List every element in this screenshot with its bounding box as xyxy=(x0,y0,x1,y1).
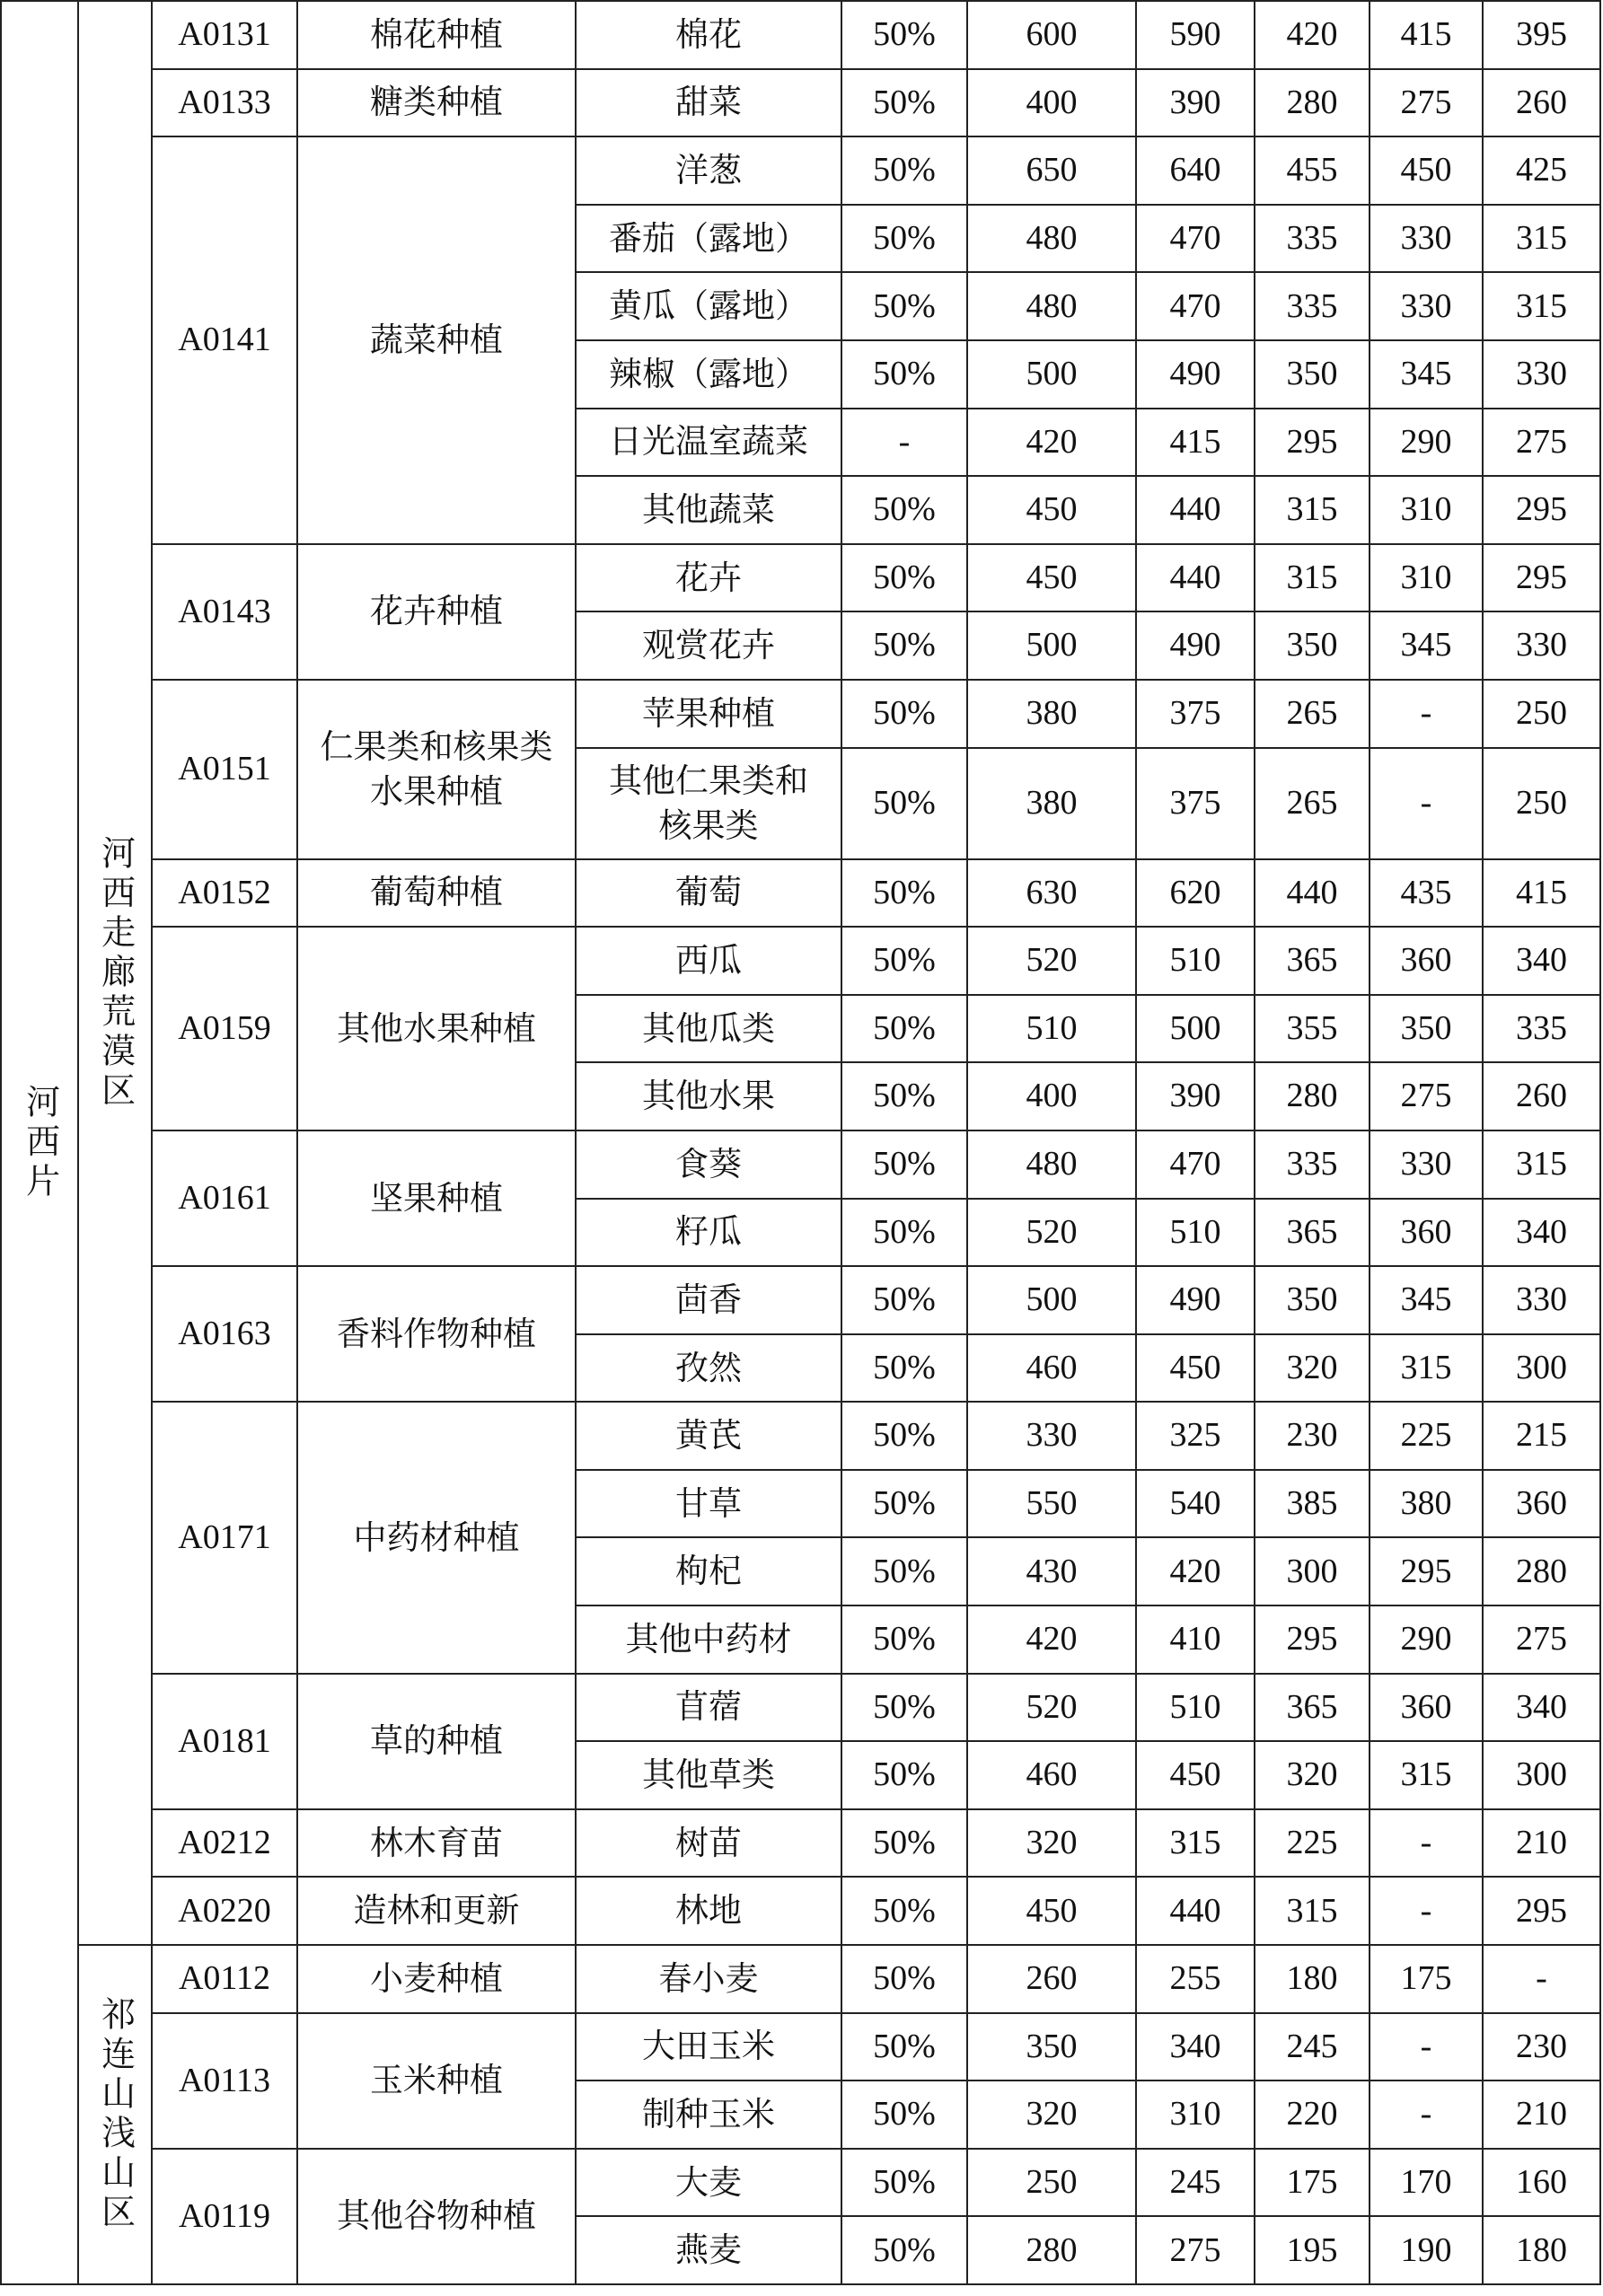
value-cell: 500 xyxy=(967,1266,1136,1334)
value-cell: 335 xyxy=(1255,1130,1370,1199)
crop-cell: 其他中药材 xyxy=(576,1605,841,1674)
crop-cell: 籽瓜 xyxy=(576,1199,841,1267)
value-cell: 470 xyxy=(1136,272,1255,340)
crop-cell: 黄瓜（露地） xyxy=(576,272,841,340)
value-cell: 170 xyxy=(1370,2149,1483,2217)
ratio-cell: 50% xyxy=(841,1402,967,1470)
value-cell: 415 xyxy=(1483,859,1600,928)
value-cell: 295 xyxy=(1370,1537,1483,1605)
value-cell: 315 xyxy=(1255,476,1370,544)
crop-cell: 番茄（露地） xyxy=(576,205,841,273)
value-cell: 480 xyxy=(967,205,1136,273)
industry-category-cell: 造林和更新 xyxy=(297,1877,576,1945)
value-cell: - xyxy=(1370,1877,1483,1945)
value-cell: 280 xyxy=(1255,1062,1370,1130)
value-cell: 455 xyxy=(1255,136,1370,205)
value-cell: 415 xyxy=(1136,409,1255,477)
ratio-cell: 50% xyxy=(841,1266,967,1334)
value-cell: 250 xyxy=(1483,680,1600,748)
ratio-cell: 50% xyxy=(841,2149,967,2217)
value-cell: 315 xyxy=(1136,1809,1255,1878)
ratio-cell: - xyxy=(841,409,967,477)
ratio-cell: 50% xyxy=(841,2013,967,2081)
value-cell: 275 xyxy=(1483,409,1600,477)
value-cell: 250 xyxy=(967,2149,1136,2217)
subregion-cell: 祁连山浅山区 xyxy=(78,1945,152,2284)
ratio-cell: 50% xyxy=(841,544,967,612)
value-cell: 340 xyxy=(1136,2013,1255,2081)
ratio-cell: 50% xyxy=(841,205,967,273)
value-cell: 480 xyxy=(967,272,1136,340)
value-cell: 265 xyxy=(1255,748,1370,859)
value-cell: 400 xyxy=(967,1062,1136,1130)
value-cell: 350 xyxy=(1255,340,1370,409)
value-cell: 590 xyxy=(1136,1,1255,69)
value-cell: 440 xyxy=(1136,1877,1255,1945)
value-cell: 365 xyxy=(1255,1674,1370,1742)
value-cell: 490 xyxy=(1136,611,1255,680)
value-cell: 540 xyxy=(1136,1470,1255,1538)
value-cell: 355 xyxy=(1255,995,1370,1063)
value-cell: 310 xyxy=(1370,544,1483,612)
ratio-cell: 50% xyxy=(841,1945,967,2013)
value-cell: 470 xyxy=(1136,205,1255,273)
industry-code-cell: A0161 xyxy=(152,1130,297,1266)
value-cell: 300 xyxy=(1483,1334,1600,1403)
value-cell: 330 xyxy=(1483,611,1600,680)
industry-category-cell: 葡萄种植 xyxy=(297,859,576,928)
value-cell: 195 xyxy=(1255,2216,1370,2284)
value-cell: 275 xyxy=(1370,69,1483,137)
crop-cell: 春小麦 xyxy=(576,1945,841,2013)
value-cell: 420 xyxy=(1255,1,1370,69)
region-cell: 河西片 xyxy=(1,1,78,2284)
value-cell: 380 xyxy=(1370,1470,1483,1538)
table-body xyxy=(1,1,1600,2284)
crop-cell: 苹果种植 xyxy=(576,680,841,748)
value-cell: 180 xyxy=(1255,1945,1370,2013)
value-cell: 295 xyxy=(1483,1877,1600,1945)
value-cell: 480 xyxy=(967,1130,1136,1199)
value-cell: 175 xyxy=(1370,1945,1483,2013)
crop-cell: 棉花 xyxy=(576,1,841,69)
value-cell: 500 xyxy=(967,340,1136,409)
crop-cell: 其他草类 xyxy=(576,1741,841,1809)
crop-cell: 苜蓿 xyxy=(576,1674,841,1742)
table-row xyxy=(1,1130,1600,1199)
value-cell: 345 xyxy=(1370,340,1483,409)
value-cell: 620 xyxy=(1136,859,1255,928)
crop-cell: 茴香 xyxy=(576,1266,841,1334)
value-cell: 315 xyxy=(1483,205,1600,273)
value-cell: 410 xyxy=(1136,1605,1255,1674)
value-cell: 650 xyxy=(967,136,1136,205)
ratio-cell: 50% xyxy=(841,927,967,995)
value-cell: 210 xyxy=(1483,1809,1600,1878)
industry-category-cell: 玉米种植 xyxy=(297,2013,576,2149)
crop-cell: 其他蔬菜 xyxy=(576,476,841,544)
value-cell: 260 xyxy=(1483,1062,1600,1130)
subregion-cell: 河西走廊荒漠区 xyxy=(78,1,152,1945)
value-cell: 520 xyxy=(967,1674,1136,1742)
value-cell: 245 xyxy=(1136,2149,1255,2217)
industry-code-cell: A0131 xyxy=(152,1,297,69)
value-cell: 450 xyxy=(1136,1334,1255,1403)
value-cell: 380 xyxy=(967,748,1136,859)
value-cell: - xyxy=(1370,680,1483,748)
table-row xyxy=(1,136,1600,205)
value-cell: 460 xyxy=(967,1741,1136,1809)
table-row xyxy=(1,69,1600,137)
industry-code-cell: A0112 xyxy=(152,1945,297,2013)
value-cell: 360 xyxy=(1483,1470,1600,1538)
ratio-cell: 50% xyxy=(841,1130,967,1199)
industry-category-cell: 草的种植 xyxy=(297,1674,576,1809)
value-cell: 290 xyxy=(1370,409,1483,477)
value-cell: - xyxy=(1370,1809,1483,1878)
value-cell: 350 xyxy=(1255,1266,1370,1334)
value-cell: 295 xyxy=(1255,409,1370,477)
value-cell: 450 xyxy=(967,1877,1136,1945)
value-cell: 320 xyxy=(967,2080,1136,2149)
crop-cell: 其他瓜类 xyxy=(576,995,841,1063)
ratio-cell: 50% xyxy=(841,136,967,205)
value-cell: 160 xyxy=(1483,2149,1600,2217)
value-cell: 210 xyxy=(1483,2080,1600,2149)
value-cell: 350 xyxy=(967,2013,1136,2081)
value-cell: - xyxy=(1370,2013,1483,2081)
industry-category-cell: 其他谷物种植 xyxy=(297,2149,576,2284)
value-cell: 600 xyxy=(967,1,1136,69)
industry-code-cell: A0141 xyxy=(152,136,297,544)
ratio-cell: 50% xyxy=(841,1605,967,1674)
value-cell: 500 xyxy=(967,611,1136,680)
value-cell: 435 xyxy=(1370,859,1483,928)
crop-cell: 日光温室蔬菜 xyxy=(576,409,841,477)
value-cell: 275 xyxy=(1370,1062,1483,1130)
value-cell: 375 xyxy=(1136,748,1255,859)
value-cell: 440 xyxy=(1255,859,1370,928)
ratio-cell: 50% xyxy=(841,1199,967,1267)
value-cell: 360 xyxy=(1370,1199,1483,1267)
ratio-cell: 50% xyxy=(841,1537,967,1605)
industry-category-cell: 坚果种植 xyxy=(297,1130,576,1266)
industry-code-cell: A0113 xyxy=(152,2013,297,2149)
value-cell: 280 xyxy=(967,2216,1136,2284)
value-cell: 450 xyxy=(967,544,1136,612)
value-cell: 315 xyxy=(1483,1130,1600,1199)
crop-cell: 制种玉米 xyxy=(576,2080,841,2149)
value-cell: 350 xyxy=(1370,995,1483,1063)
value-cell: 280 xyxy=(1255,69,1370,137)
industry-category-cell: 仁果类和核果类水果种植 xyxy=(297,680,576,859)
value-cell: 175 xyxy=(1255,2149,1370,2217)
ratio-cell: 50% xyxy=(841,1062,967,1130)
table-row xyxy=(1,1945,1600,2013)
crop-cell: 辣椒（露地） xyxy=(576,340,841,409)
value-cell: 315 xyxy=(1255,1877,1370,1945)
ratio-cell: 50% xyxy=(841,859,967,928)
value-cell: 450 xyxy=(967,476,1136,544)
value-cell: 330 xyxy=(967,1402,1136,1470)
ratio-cell: 50% xyxy=(841,1470,967,1538)
value-cell: 280 xyxy=(1483,1537,1600,1605)
ratio-cell: 50% xyxy=(841,1674,967,1742)
table-row xyxy=(1,1809,1600,1878)
value-cell: 550 xyxy=(967,1470,1136,1538)
crop-cell: 甘草 xyxy=(576,1470,841,1538)
value-cell: 640 xyxy=(1136,136,1255,205)
table-row xyxy=(1,927,1600,995)
ratio-cell: 50% xyxy=(841,995,967,1063)
value-cell: 220 xyxy=(1255,2080,1370,2149)
ratio-cell: 50% xyxy=(841,2216,967,2284)
industry-code-cell: A0163 xyxy=(152,1266,297,1402)
value-cell: 460 xyxy=(967,1334,1136,1403)
value-cell: 510 xyxy=(1136,1674,1255,1742)
value-cell: 340 xyxy=(1483,927,1600,995)
crop-cell: 其他仁果类和核果类 xyxy=(576,748,841,859)
industry-category-cell: 棉花种植 xyxy=(297,1,576,69)
value-cell: 490 xyxy=(1136,340,1255,409)
value-cell: 335 xyxy=(1255,272,1370,340)
value-cell: 430 xyxy=(967,1537,1136,1605)
table-row xyxy=(1,680,1600,748)
value-cell: 630 xyxy=(967,859,1136,928)
industry-code-cell: A0159 xyxy=(152,927,297,1130)
crop-cell: 其他水果 xyxy=(576,1062,841,1130)
value-cell: 230 xyxy=(1483,2013,1600,2081)
industry-category-cell: 中药材种植 xyxy=(297,1402,576,1673)
value-cell: 260 xyxy=(967,1945,1136,2013)
value-cell: 340 xyxy=(1483,1199,1600,1267)
value-cell: 320 xyxy=(1255,1334,1370,1403)
table-row xyxy=(1,1674,1600,1742)
value-cell: 290 xyxy=(1370,1605,1483,1674)
value-cell: 360 xyxy=(1370,927,1483,995)
crop-cell: 枸杞 xyxy=(576,1537,841,1605)
industry-code-cell: A0119 xyxy=(152,2149,297,2284)
value-cell: 520 xyxy=(967,927,1136,995)
crop-cell: 大麦 xyxy=(576,2149,841,2217)
value-cell: 330 xyxy=(1370,272,1483,340)
value-cell: 390 xyxy=(1136,69,1255,137)
value-cell: 470 xyxy=(1136,1130,1255,1199)
value-cell: 315 xyxy=(1483,272,1600,340)
ratio-cell: 50% xyxy=(841,476,967,544)
value-cell: 440 xyxy=(1136,544,1255,612)
ratio-cell: 50% xyxy=(841,1,967,69)
value-cell: 245 xyxy=(1255,2013,1370,2081)
value-cell: 275 xyxy=(1136,2216,1255,2284)
crop-cell: 林地 xyxy=(576,1877,841,1945)
value-cell: 230 xyxy=(1255,1402,1370,1470)
ratio-cell: 50% xyxy=(841,680,967,748)
crop-cell: 甜菜 xyxy=(576,69,841,137)
value-cell: 390 xyxy=(1136,1062,1255,1130)
value-cell: 345 xyxy=(1370,1266,1483,1334)
value-cell: 225 xyxy=(1370,1402,1483,1470)
value-cell: 335 xyxy=(1255,205,1370,273)
industry-code-cell: A0152 xyxy=(152,859,297,928)
crop-cell: 西瓜 xyxy=(576,927,841,995)
value-cell: 295 xyxy=(1483,476,1600,544)
ratio-cell: 50% xyxy=(841,2080,967,2149)
value-cell: 415 xyxy=(1370,1,1483,69)
value-cell: 300 xyxy=(1255,1537,1370,1605)
crop-cell: 观赏花卉 xyxy=(576,611,841,680)
value-cell: 320 xyxy=(1255,1741,1370,1809)
ratio-cell: 50% xyxy=(841,69,967,137)
value-cell: 365 xyxy=(1255,927,1370,995)
table-row xyxy=(1,1266,1600,1334)
value-cell: 215 xyxy=(1483,1402,1600,1470)
value-cell: 375 xyxy=(1136,680,1255,748)
value-cell: 500 xyxy=(1136,995,1255,1063)
industry-category-cell: 花卉种植 xyxy=(297,544,576,680)
value-cell: 360 xyxy=(1370,1674,1483,1742)
industry-category-cell: 糖类种植 xyxy=(297,69,576,137)
value-cell: - xyxy=(1370,2080,1483,2149)
crop-cell: 花卉 xyxy=(576,544,841,612)
crop-cell: 葡萄 xyxy=(576,859,841,928)
value-cell: 340 xyxy=(1483,1674,1600,1742)
value-cell: 350 xyxy=(1255,611,1370,680)
value-cell: 310 xyxy=(1136,2080,1255,2149)
crop-cell: 大田玉米 xyxy=(576,2013,841,2081)
value-cell: 385 xyxy=(1255,1470,1370,1538)
value-cell: 345 xyxy=(1370,611,1483,680)
crop-cell: 树苗 xyxy=(576,1809,841,1878)
value-cell: 315 xyxy=(1255,544,1370,612)
value-cell: 420 xyxy=(1136,1537,1255,1605)
ratio-cell: 50% xyxy=(841,1809,967,1878)
table-row xyxy=(1,1877,1600,1945)
ratio-cell: 50% xyxy=(841,340,967,409)
value-cell: 180 xyxy=(1483,2216,1600,2284)
table-row xyxy=(1,1,1600,69)
table-row xyxy=(1,544,1600,612)
industry-code-cell: A0220 xyxy=(152,1877,297,1945)
value-cell: 450 xyxy=(1370,136,1483,205)
ratio-cell: 50% xyxy=(841,1877,967,1945)
industry-category-cell: 蔬菜种植 xyxy=(297,136,576,544)
value-cell: 365 xyxy=(1255,1199,1370,1267)
value-cell: 315 xyxy=(1370,1741,1483,1809)
ratio-cell: 50% xyxy=(841,748,967,859)
table-row xyxy=(1,2013,1600,2081)
crop-cell: 孜然 xyxy=(576,1334,841,1403)
value-cell: - xyxy=(1483,1945,1600,2013)
value-cell: 335 xyxy=(1483,995,1600,1063)
industry-category-cell: 林木育苗 xyxy=(297,1809,576,1878)
value-cell: 265 xyxy=(1255,680,1370,748)
value-cell: 510 xyxy=(967,995,1136,1063)
value-cell: 520 xyxy=(967,1199,1136,1267)
crop-cell: 燕麦 xyxy=(576,2216,841,2284)
value-cell: 425 xyxy=(1483,136,1600,205)
value-cell: 330 xyxy=(1483,340,1600,409)
industry-category-cell: 小麦种植 xyxy=(297,1945,576,2013)
value-cell: 250 xyxy=(1483,748,1600,859)
value-cell: 490 xyxy=(1136,1266,1255,1334)
industry-code-cell: A0171 xyxy=(152,1402,297,1673)
value-cell: 330 xyxy=(1370,205,1483,273)
crop-cell: 食葵 xyxy=(576,1130,841,1199)
industry-code-cell: A0151 xyxy=(152,680,297,859)
value-cell: 510 xyxy=(1136,927,1255,995)
value-cell: 300 xyxy=(1483,1741,1600,1809)
value-cell: 225 xyxy=(1255,1809,1370,1878)
industry-code-cell: A0143 xyxy=(152,544,297,680)
value-cell: 395 xyxy=(1483,1,1600,69)
industry-code-cell: A0133 xyxy=(152,69,297,137)
crop-cell: 洋葱 xyxy=(576,136,841,205)
table-row xyxy=(1,2149,1600,2217)
value-cell: 310 xyxy=(1370,476,1483,544)
value-cell: 295 xyxy=(1255,1605,1370,1674)
industry-category-cell: 其他水果种植 xyxy=(297,927,576,1130)
value-cell: 380 xyxy=(967,680,1136,748)
value-cell: 315 xyxy=(1370,1334,1483,1403)
value-cell: 325 xyxy=(1136,1402,1255,1470)
table-row xyxy=(1,859,1600,928)
industry-code-cell: A0212 xyxy=(152,1809,297,1878)
crop-cell: 黄芪 xyxy=(576,1402,841,1470)
value-cell: 260 xyxy=(1483,69,1600,137)
value-cell: 255 xyxy=(1136,1945,1255,2013)
industry-code-cell: A0181 xyxy=(152,1674,297,1809)
value-cell: 320 xyxy=(967,1809,1136,1878)
value-cell: 190 xyxy=(1370,2216,1483,2284)
value-cell: 295 xyxy=(1483,544,1600,612)
value-cell: 450 xyxy=(1136,1741,1255,1809)
ratio-cell: 50% xyxy=(841,1741,967,1809)
ratio-cell: 50% xyxy=(841,1334,967,1403)
value-cell: 420 xyxy=(967,1605,1136,1674)
value-cell: 330 xyxy=(1483,1266,1600,1334)
value-cell: - xyxy=(1370,748,1483,859)
table-row xyxy=(1,1402,1600,1470)
value-cell: 275 xyxy=(1483,1605,1600,1674)
value-cell: 510 xyxy=(1136,1199,1255,1267)
industry-category-cell: 香料作物种植 xyxy=(297,1266,576,1402)
value-cell: 440 xyxy=(1136,476,1255,544)
value-cell: 420 xyxy=(967,409,1136,477)
ratio-cell: 50% xyxy=(841,272,967,340)
ratio-cell: 50% xyxy=(841,611,967,680)
value-cell: 400 xyxy=(967,69,1136,137)
value-cell: 330 xyxy=(1370,1130,1483,1199)
